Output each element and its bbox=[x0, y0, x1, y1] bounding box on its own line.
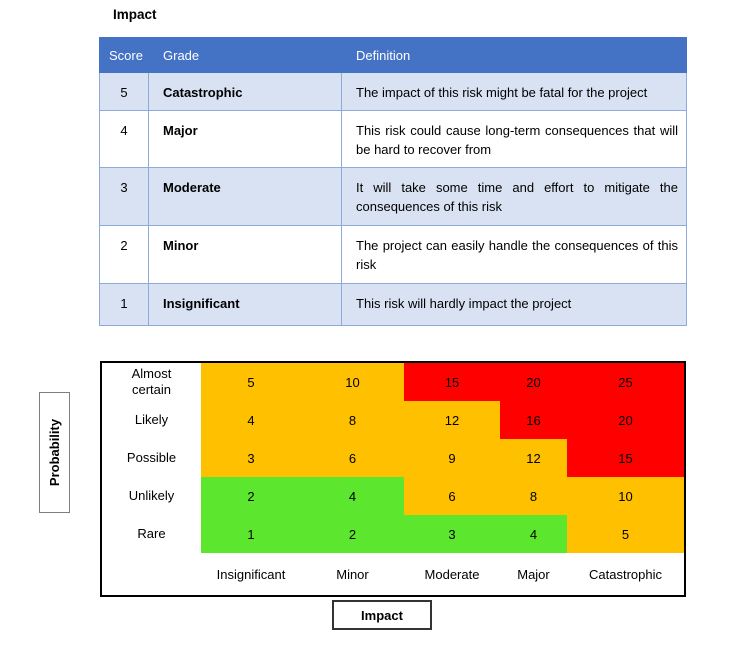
probability-axis-label: Probability bbox=[47, 418, 62, 487]
definition-cell: The impact of this risk might be fatal for the project bbox=[342, 73, 687, 111]
matrix-cell: 4 bbox=[201, 401, 301, 439]
table-row bbox=[100, 111, 687, 168]
matrix-row-label: Possible bbox=[102, 439, 201, 477]
grade-cell: Minor bbox=[149, 226, 342, 284]
matrix-cell: 8 bbox=[500, 477, 567, 515]
grade-cell: Catastrophic bbox=[149, 73, 342, 111]
matrix-cell: 12 bbox=[404, 401, 500, 439]
definition-cell: This risk could cause long-term consequences that will be hard to recover from bbox=[342, 111, 687, 168]
table-row bbox=[100, 226, 687, 284]
matrix-cell: 2 bbox=[301, 515, 404, 553]
matrix-corner-cell bbox=[102, 553, 201, 595]
impact-table-body bbox=[100, 73, 687, 326]
matrix-cell: 9 bbox=[404, 439, 500, 477]
impact-table-title: Impact bbox=[113, 7, 157, 22]
matrix-cell: 15 bbox=[404, 363, 500, 401]
score-cell: 4 bbox=[100, 111, 149, 168]
matrix-column-label: Major bbox=[500, 553, 567, 595]
matrix-cell: 12 bbox=[500, 439, 567, 477]
impact-axis-label-box bbox=[332, 600, 432, 630]
grade-cell: Moderate bbox=[149, 168, 342, 226]
matrix-column-label: Catastrophic bbox=[567, 553, 684, 595]
matrix-cell: 20 bbox=[567, 401, 684, 439]
matrix-cell: 15 bbox=[567, 439, 684, 477]
impact-axis-label: Impact bbox=[361, 607, 403, 623]
table-header-row bbox=[100, 38, 687, 73]
matrix-cell: 2 bbox=[201, 477, 301, 515]
score-cell: 5 bbox=[100, 73, 149, 111]
matrix-cell: 5 bbox=[201, 363, 301, 401]
matrix-cell: 5 bbox=[567, 515, 684, 553]
grade-cell: Major bbox=[149, 111, 342, 168]
score-cell: 2 bbox=[100, 226, 149, 284]
matrix-row-label: Almost certain bbox=[102, 363, 201, 401]
grade-cell: Insignificant bbox=[149, 284, 342, 326]
column-header-score: Score bbox=[100, 38, 149, 73]
probability-axis-label-box bbox=[39, 392, 70, 513]
matrix-cell: 8 bbox=[301, 401, 404, 439]
matrix-cell: 3 bbox=[404, 515, 500, 553]
matrix-column-label: Minor bbox=[301, 553, 404, 595]
score-cell: 3 bbox=[100, 168, 149, 226]
impact-definition-table bbox=[99, 37, 687, 326]
matrix-row-label: Likely bbox=[102, 401, 201, 439]
matrix-cell: 1 bbox=[201, 515, 301, 553]
matrix-cell: 10 bbox=[567, 477, 684, 515]
matrix-cell: 4 bbox=[301, 477, 404, 515]
matrix-cell: 3 bbox=[201, 439, 301, 477]
definition-cell: The project can easily handle the consequences of this risk bbox=[342, 226, 687, 284]
definition-cell: This risk will hardly impact the project bbox=[342, 284, 687, 326]
risk-matrix-grid bbox=[100, 361, 686, 597]
matrix-cell: 6 bbox=[404, 477, 500, 515]
matrix-column-label: Insignificant bbox=[201, 553, 301, 595]
column-header-grade: Grade bbox=[149, 38, 342, 73]
matrix-cell: 4 bbox=[500, 515, 567, 553]
table-row bbox=[100, 168, 687, 226]
matrix-row-label: Rare bbox=[102, 515, 201, 553]
column-header-definition: Definition bbox=[342, 38, 687, 73]
table-row bbox=[100, 284, 687, 326]
matrix-cell: 25 bbox=[567, 363, 684, 401]
score-cell: 1 bbox=[100, 284, 149, 326]
matrix-cell: 6 bbox=[301, 439, 404, 477]
matrix-cell: 20 bbox=[500, 363, 567, 401]
matrix-row-label: Unlikely bbox=[102, 477, 201, 515]
matrix-cell: 10 bbox=[301, 363, 404, 401]
definition-cell: It will take some time and effort to mitigate the consequences of this risk bbox=[342, 168, 687, 226]
table-row bbox=[100, 73, 687, 111]
matrix-cell: 16 bbox=[500, 401, 567, 439]
matrix-column-label: Moderate bbox=[404, 553, 500, 595]
